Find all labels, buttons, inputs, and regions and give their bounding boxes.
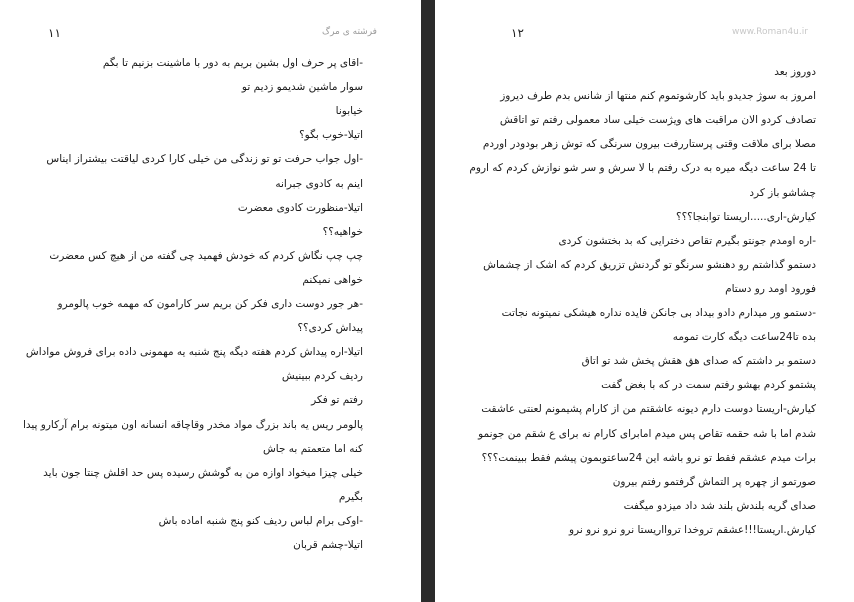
text-line: -هر جور دوست داری فکر کن بریم سر کارامون که مهمه خوب پالومرو bbox=[57, 298, 363, 310]
text-line: بده تا24ساعت دیگه کارت تمومه bbox=[672, 331, 816, 344]
text-line: خیلی چیزا میخواد اوازه من به گوشش رسیده پس حد اقلش چنتا جون باید bbox=[43, 466, 363, 479]
text-line: کیارش.اریستا!!!عشقم تروخدا تروااریستا نرو نرو نرو نرو bbox=[568, 523, 816, 536]
text-line: پشتمو کردم بهشو رفتم سمت در که با بغض گفت bbox=[601, 379, 816, 392]
watermark-url: www.Roman4u.ir bbox=[732, 27, 808, 37]
page-number: ۱۱ bbox=[48, 26, 61, 40]
text-line: -اول جواب حرفت تو تو زندگی من خیلی کارا کردی لیاقتت بیشتراز ایناس bbox=[46, 153, 363, 166]
text-line: امروز به سوژ جدیدو باید کارشوتموم کنم منتها از شانس بدم طرف دیروز bbox=[500, 90, 816, 103]
text-line: پیداش کردی؟؟ bbox=[297, 322, 363, 335]
text-line: دستمو بر داشتم که صدای هق هقش پخش شد تو اتاق bbox=[581, 355, 816, 368]
text-line: صورتمو از چهره پر التماش گرفتمو رفتم بیرون bbox=[612, 475, 816, 488]
text-line: اتیلا-چشم قربان bbox=[293, 539, 363, 551]
text-line: -دستمو ور میدارم دادو بیداد بی جانکن فایده نداره هیشکی نمیتونه نجاتت bbox=[501, 307, 816, 319]
text-line: کنه اما متعمتم به جاش bbox=[262, 442, 363, 455]
text-line: مصلا برای ملاقت وقتی پرستاررفت بیرون سرنگی که توش زهر بودودر اوردم bbox=[482, 138, 816, 151]
text-line: فورود اومد رو دستام bbox=[725, 282, 816, 295]
text-line: تا 24 ساعت دیگه میره به درک رفتم با لا سرش و سر شو نوازش کردم که اروم bbox=[469, 162, 816, 175]
right-book-page bbox=[435, 0, 854, 602]
text-line: اتیلا-اره پیداش کردم هفته دیگه پنج شنبه یه مهمونی داده برای فروش مواداش bbox=[25, 346, 363, 359]
text-line: ردیف کردم ببینیش bbox=[281, 370, 363, 383]
running-header: فرشته ی مرگ bbox=[322, 27, 377, 37]
page-text bbox=[0, 0, 421, 602]
text-line: سوار ماشین شدیمو زدیم تو bbox=[241, 81, 363, 94]
text-line: کیارش-اریستا دوست دارم دیونه عاشقتم من از کارام پشیمونم لعنتی عاشقت bbox=[481, 403, 816, 416]
text-line: چشاشو باز کرد bbox=[749, 186, 816, 199]
text-line: -اره اومدم جونتو بگیرم تقاص دخترایی که بد بختشون کردی bbox=[558, 234, 816, 247]
text-line: خواهی نمیکنم bbox=[302, 273, 363, 286]
text-line: دوروز بعد bbox=[774, 66, 816, 78]
text-line: پالومر ریس یه باند بزرگ مواد مخدر وقاچاقه انسانه اون میتونه برام آرکارو پیدا bbox=[22, 418, 363, 431]
text-line: -اقای پر حرف اول بشین بریم به دور با ماشینت بزنیم تا بگم bbox=[102, 57, 363, 69]
text-line: اتیلا-منظورت کادوی معضرت bbox=[237, 201, 363, 214]
text-line: تصادف کردو الان مراقبت های ویژست خیلی ساد معمولی رفتم تو اتاقش bbox=[499, 114, 816, 127]
book-spine-divider bbox=[421, 0, 435, 602]
text-line: -اوکی برام لباس ردیف کنو پنج شنبه اماده باش bbox=[158, 514, 363, 527]
text-line: صدای گریه بلندش بلند شد داد میزدو میگفت bbox=[623, 499, 816, 512]
page-number: ۱۲ bbox=[511, 26, 524, 40]
text-line: خیابونا bbox=[335, 105, 363, 118]
page-text bbox=[435, 0, 854, 602]
text-line: برات میدم عشقم فقط تو نرو باشه این 24ساعتوبمون پیشم فقط ببینمت؟؟؟ bbox=[481, 451, 816, 464]
text-line: بگیرم bbox=[338, 490, 363, 503]
text-line: دستمو گذاشتم رو دهنشو سرنگو تو گردنش تزریق کردم که اشک از چشماش bbox=[483, 258, 816, 271]
text-line: شدم اما با شه حقمه تقاص پس میدم امابرای کارام نه برای ع شقم من جونمو bbox=[478, 427, 816, 440]
text-line: چپ چپ نگاش کردم که خودش فهمید چی گفته من از هیچ کس معضرت bbox=[49, 249, 363, 262]
text-line: اتیلا-خوب بگو؟ bbox=[299, 129, 363, 142]
text-line: خواهیه؟؟ bbox=[322, 225, 363, 238]
text-line: کیارش-اری.....اریستا توابنجا؟؟؟ bbox=[676, 210, 816, 223]
text-line: رفتم تو فکر bbox=[311, 394, 363, 407]
text-line: اینم به کادوی جبرانه bbox=[275, 177, 363, 190]
left-book-page bbox=[0, 0, 421, 602]
